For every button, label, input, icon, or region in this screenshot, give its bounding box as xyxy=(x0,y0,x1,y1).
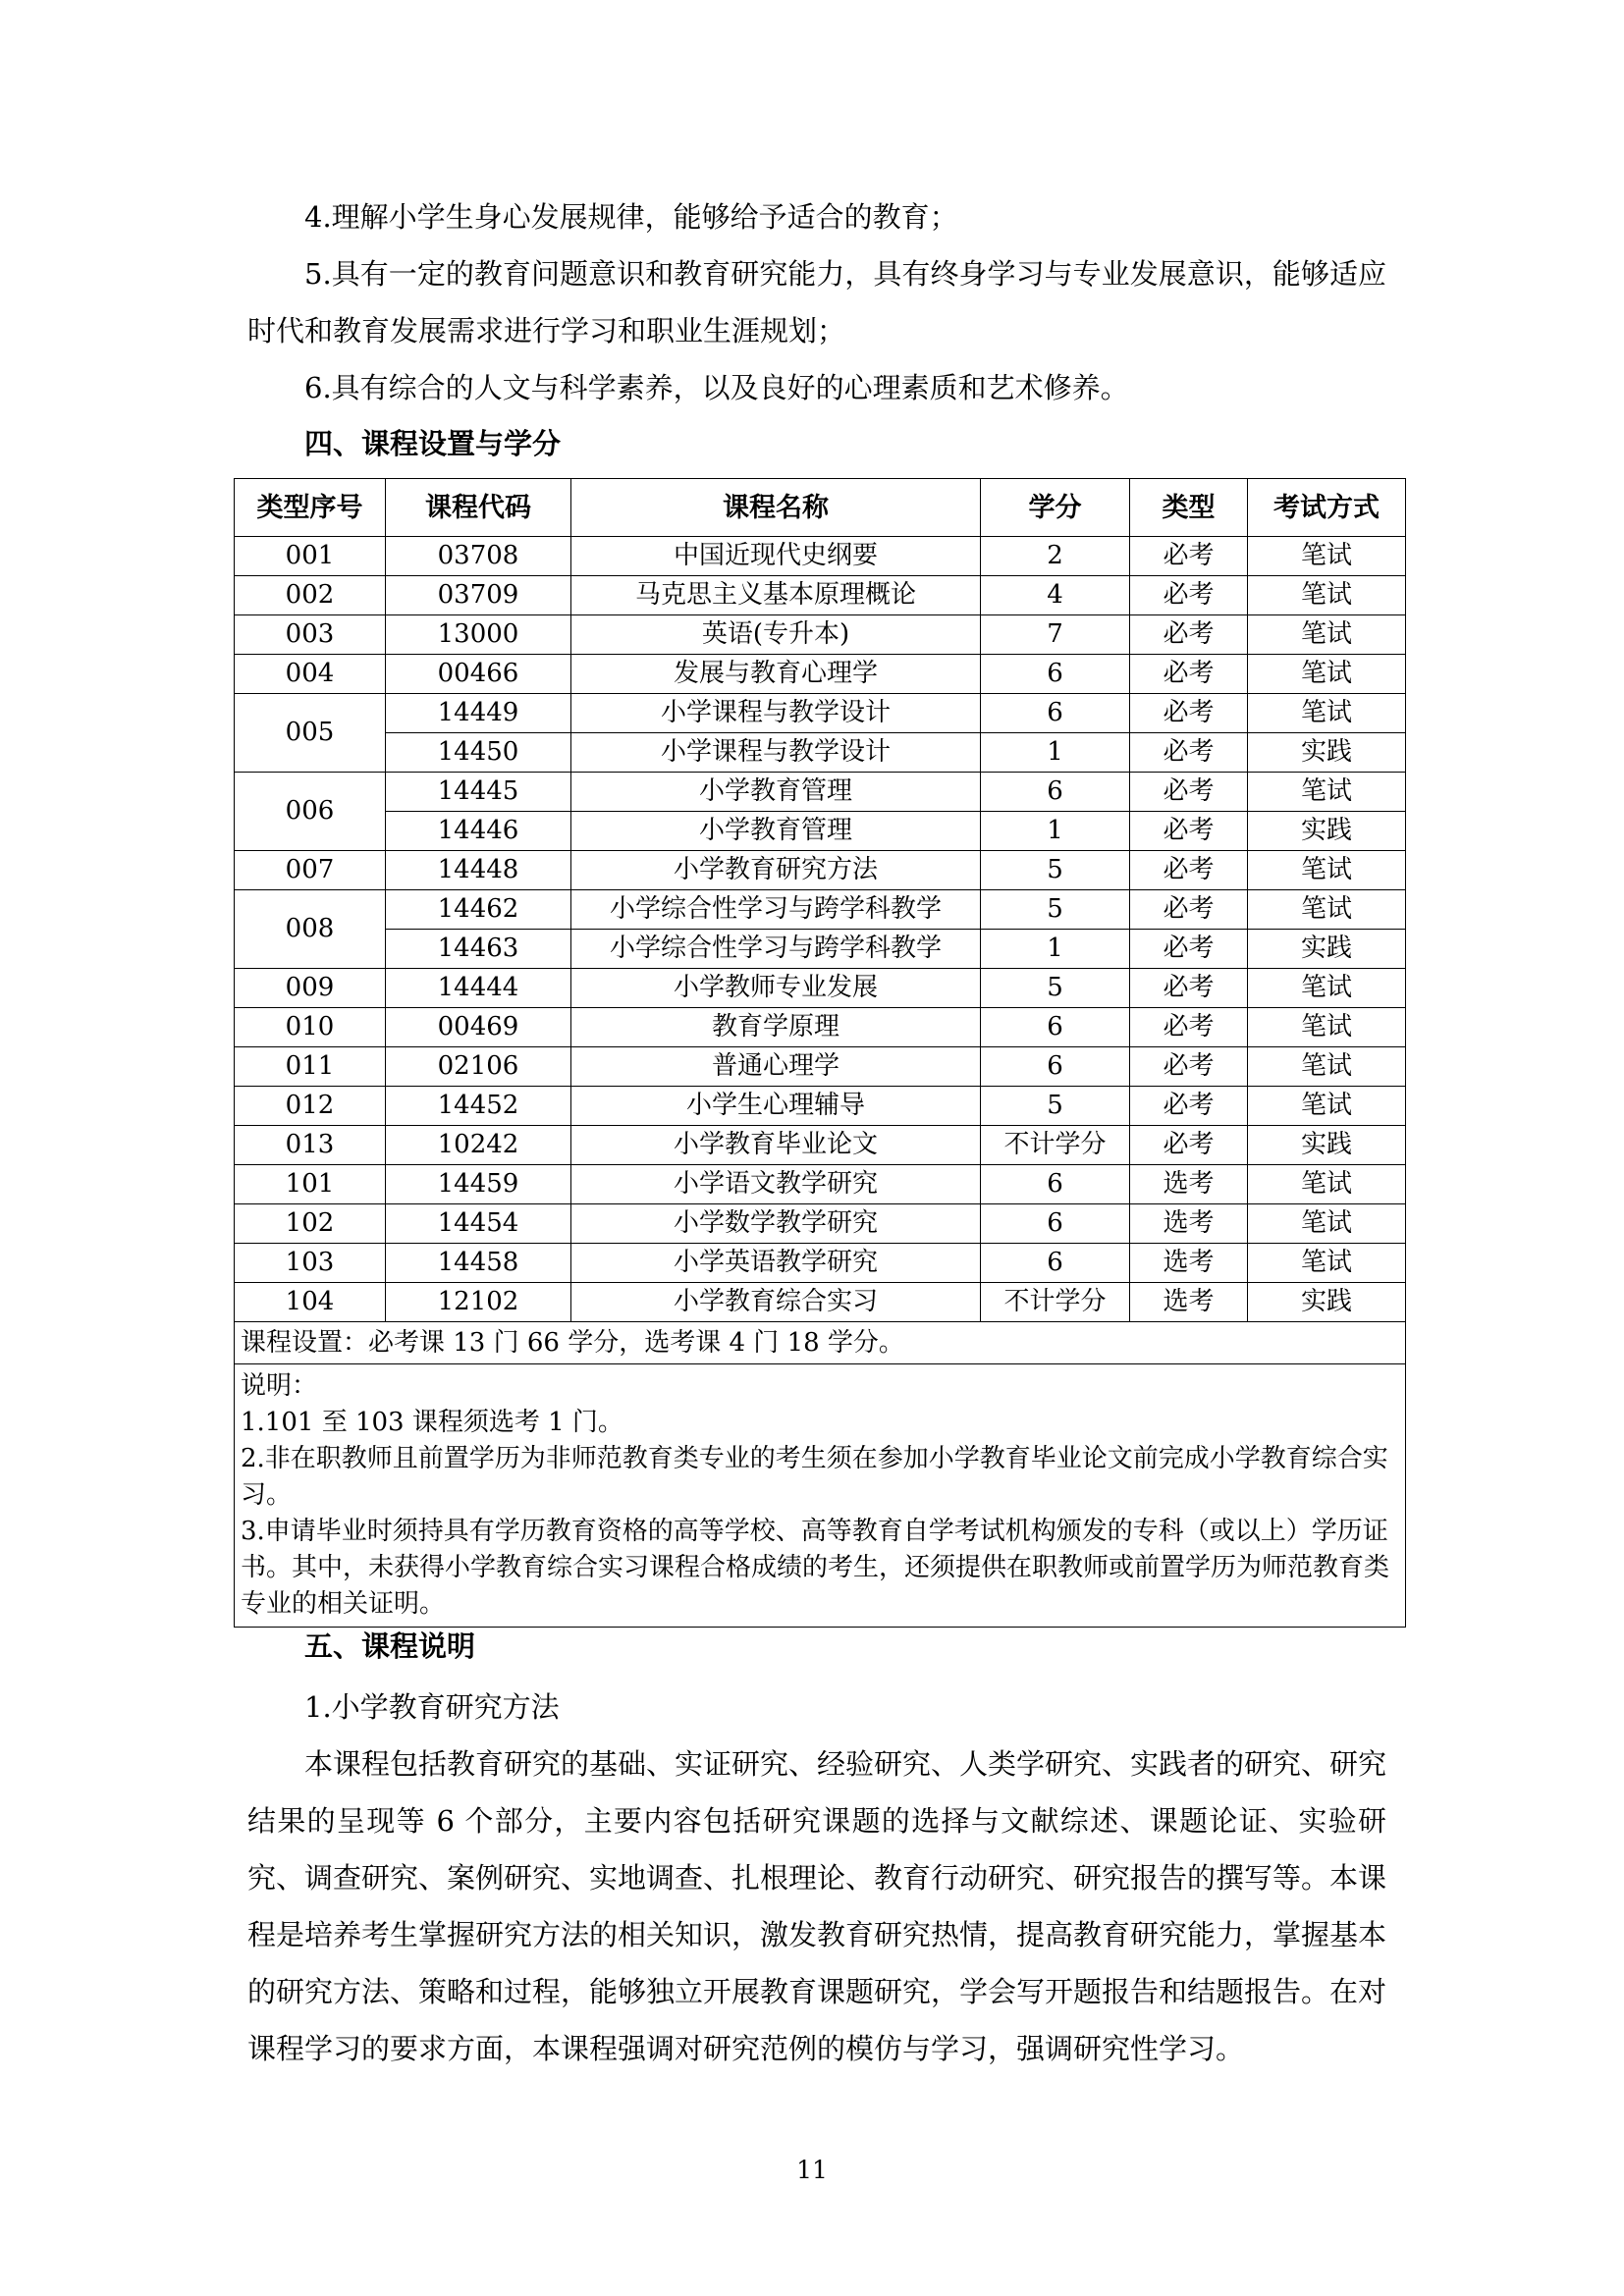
cell-credit: 2 xyxy=(981,537,1130,576)
cell-exam: 笔试 xyxy=(1248,1087,1406,1126)
table-row xyxy=(235,1126,1406,1165)
cell-seq: 004 xyxy=(235,655,386,694)
table-row xyxy=(235,969,1406,1008)
cell-type: 必考 xyxy=(1130,812,1248,851)
table-row xyxy=(235,1087,1406,1126)
cell-seq: 009 xyxy=(235,969,386,1008)
cell-type: 选考 xyxy=(1130,1204,1248,1244)
cell-seq: 005 xyxy=(235,694,386,773)
cell-exam: 实践 xyxy=(1248,930,1406,969)
cell-seq: 102 xyxy=(235,1204,386,1244)
table-row xyxy=(235,1244,1406,1283)
cell-seq: 002 xyxy=(235,576,386,615)
cell-credit: 6 xyxy=(981,773,1130,812)
cell-code: 14459 xyxy=(386,1165,571,1204)
cell-code: 14450 xyxy=(386,733,571,773)
cell-type: 选考 xyxy=(1130,1283,1248,1322)
cell-seq: 006 xyxy=(235,773,386,851)
notes-row xyxy=(235,1364,1406,1628)
cell-name: 马克思主义基本原理概论 xyxy=(571,576,981,615)
cell-name: 中国近现代史纲要 xyxy=(571,537,981,576)
cell-exam: 笔试 xyxy=(1248,890,1406,930)
cell-code: 14446 xyxy=(386,812,571,851)
cell-code: 14463 xyxy=(386,930,571,969)
cell-code: 10242 xyxy=(386,1126,571,1165)
cell-name: 小学综合性学习与跨学科教学 xyxy=(571,930,981,969)
cell-type: 必考 xyxy=(1130,773,1248,812)
cell-type: 必考 xyxy=(1130,969,1248,1008)
cell-type: 选考 xyxy=(1130,1244,1248,1283)
cell-credit: 1 xyxy=(981,812,1130,851)
cell-seq: 101 xyxy=(235,1165,386,1204)
cell-credit: 5 xyxy=(981,851,1130,890)
cell-exam: 笔试 xyxy=(1248,1047,1406,1087)
cell-type: 必考 xyxy=(1130,576,1248,615)
cell-type: 必考 xyxy=(1130,694,1248,733)
cell-credit: 6 xyxy=(981,1165,1130,1204)
header-name: 课程名称 xyxy=(571,479,981,537)
cell-name: 小学语文教学研究 xyxy=(571,1165,981,1204)
table-row xyxy=(235,576,1406,615)
cell-credit: 不计学分 xyxy=(981,1283,1130,1322)
cell-type: 必考 xyxy=(1130,890,1248,930)
cell-code: 14452 xyxy=(386,1087,571,1126)
cell-name: 小学教育研究方法 xyxy=(571,851,981,890)
cell-exam: 笔试 xyxy=(1248,851,1406,890)
cell-code: 14445 xyxy=(386,773,571,812)
cell-seq: 103 xyxy=(235,1244,386,1283)
table-row xyxy=(235,694,1406,733)
table-row xyxy=(235,537,1406,576)
cell-seq: 007 xyxy=(235,851,386,890)
header-type: 类型 xyxy=(1130,479,1248,537)
cell-code: 02106 xyxy=(386,1047,571,1087)
cell-exam: 实践 xyxy=(1248,1283,1406,1322)
table-row xyxy=(235,655,1406,694)
cell-name: 小学课程与教学设计 xyxy=(571,694,981,733)
table-row xyxy=(235,890,1406,930)
cell-code: 14444 xyxy=(386,969,571,1008)
cell-credit: 5 xyxy=(981,969,1130,1008)
cell-type: 必考 xyxy=(1130,733,1248,773)
intro-paragraph-4: 4.理解小学生身心发展规律，能够给予适合的教育； xyxy=(304,200,958,234)
course-title-research-methods: 1.小学教育研究方法 xyxy=(304,1690,560,1724)
course-summary: 课程设置：必考课 13 门 66 学分，选考课 4 门 18 学分。 xyxy=(235,1322,1406,1364)
table-row xyxy=(235,773,1406,812)
cell-code: 00466 xyxy=(386,655,571,694)
cell-credit: 不计学分 xyxy=(981,1126,1130,1165)
cell-credit: 6 xyxy=(981,694,1130,733)
cell-exam: 笔试 xyxy=(1248,1008,1406,1047)
cell-name: 小学教师专业发展 xyxy=(571,969,981,1008)
table-row xyxy=(235,1047,1406,1087)
cell-exam: 笔试 xyxy=(1248,1204,1406,1244)
cell-code: 13000 xyxy=(386,615,571,655)
cell-code: 14448 xyxy=(386,851,571,890)
cell-credit: 6 xyxy=(981,1008,1130,1047)
cell-name: 发展与教育心理学 xyxy=(571,655,981,694)
note-item: 2.非在职教师且前置学历为非师范教育类专业的考生须在参加小学教育毕业论文前完成小学教育综合实习。 xyxy=(241,1444,1388,1510)
cell-credit: 5 xyxy=(981,1087,1130,1126)
cell-type: 必考 xyxy=(1130,1008,1248,1047)
intro-paragraph-5: 5.具有一定的教育问题意识和教育研究能力，具有终身学习与专业发展意识，能够适应时代和教育发展需求进行学习和职业生涯规划； xyxy=(247,257,1386,347)
cell-exam: 笔试 xyxy=(1248,537,1406,576)
cell-exam: 笔试 xyxy=(1248,694,1406,733)
cell-type: 必考 xyxy=(1130,1126,1248,1165)
cell-credit: 6 xyxy=(981,655,1130,694)
cell-seq: 008 xyxy=(235,890,386,969)
header-credit: 学分 xyxy=(981,479,1130,537)
cell-exam: 笔试 xyxy=(1248,969,1406,1008)
cell-exam: 笔试 xyxy=(1248,576,1406,615)
cell-credit: 6 xyxy=(981,1244,1130,1283)
header-code: 课程代码 xyxy=(386,479,571,537)
cell-name: 小学生心理辅导 xyxy=(571,1087,981,1126)
cell-type: 必考 xyxy=(1130,615,1248,655)
cell-name: 英语(专升本) xyxy=(571,615,981,655)
notes-title: 说明： xyxy=(241,1371,318,1401)
cell-exam: 实践 xyxy=(1248,812,1406,851)
section-heading-course-settings: 四、课程设置与学分 xyxy=(304,427,562,460)
table-row xyxy=(235,615,1406,655)
table-header-row xyxy=(235,479,1406,537)
cell-type: 必考 xyxy=(1130,851,1248,890)
cell-credit: 1 xyxy=(981,733,1130,773)
page-number: 11 xyxy=(796,2156,828,2184)
table-row xyxy=(235,1008,1406,1047)
cell-type: 必考 xyxy=(1130,930,1248,969)
cell-code: 00469 xyxy=(386,1008,571,1047)
cell-name: 小学综合性学习与跨学科教学 xyxy=(571,890,981,930)
cell-seq: 003 xyxy=(235,615,386,655)
cell-exam: 实践 xyxy=(1248,1126,1406,1165)
table-row xyxy=(235,1204,1406,1244)
cell-name: 小学教育毕业论文 xyxy=(571,1126,981,1165)
cell-credit: 5 xyxy=(981,890,1130,930)
table-row xyxy=(235,1165,1406,1204)
cell-name: 教育学原理 xyxy=(571,1008,981,1047)
cell-exam: 笔试 xyxy=(1248,655,1406,694)
cell-name: 小学课程与教学设计 xyxy=(571,733,981,773)
cell-name: 小学教育综合实习 xyxy=(571,1283,981,1322)
cell-credit: 7 xyxy=(981,615,1130,655)
cell-credit: 1 xyxy=(981,930,1130,969)
cell-code: 14458 xyxy=(386,1244,571,1283)
cell-exam: 笔试 xyxy=(1248,773,1406,812)
cell-name: 普通心理学 xyxy=(571,1047,981,1087)
intro-paragraph-6: 6.具有综合的人文与科学素养，以及良好的心理素质和艺术修养。 xyxy=(304,371,1129,404)
cell-type: 选考 xyxy=(1130,1165,1248,1204)
cell-seq: 001 xyxy=(235,537,386,576)
table-row xyxy=(235,851,1406,890)
cell-name: 小学英语教学研究 xyxy=(571,1244,981,1283)
cell-type: 必考 xyxy=(1130,1087,1248,1126)
header-seq: 类型序号 xyxy=(235,479,386,537)
cell-code: 14449 xyxy=(386,694,571,733)
cell-name: 小学教育管理 xyxy=(571,773,981,812)
cell-exam: 笔试 xyxy=(1248,1165,1406,1204)
cell-code: 14454 xyxy=(386,1204,571,1244)
cell-seq: 010 xyxy=(235,1008,386,1047)
cell-code: 03708 xyxy=(386,537,571,576)
summary-row xyxy=(235,1322,1406,1364)
cell-name: 小学数学教学研究 xyxy=(571,1204,981,1244)
cell-code: 12102 xyxy=(386,1283,571,1322)
course-notes xyxy=(235,1364,1406,1628)
cell-exam: 实践 xyxy=(1248,733,1406,773)
table-row xyxy=(235,930,1406,969)
table-row xyxy=(235,733,1406,773)
cell-name: 小学教育管理 xyxy=(571,812,981,851)
course-body-research-methods: 本课程包括教育研究的基础、实证研究、经验研究、人类学研究、实践者的研究、研究结果的呈现等 6 个部分，主要内容包括研究课题的选择与文献综述、课题论证、实验研究、调查研究、案例研究、实地调查、扎根理论、教育行动研究、研究报告的撰写等。本课程是培养考生掌握研究方法的相关知识，激发教育研究热情，提高教育研究能力，掌握基本的研究方法、策略和过程，能够独立开展教育课题研究，学会写开题报告和结题报告。在对课程学习的要求方面，本课程强调对研究范例的模仿与学习，强调研究性学习。 xyxy=(247,1747,1387,2065)
cell-seq: 012 xyxy=(235,1087,386,1126)
cell-exam: 笔试 xyxy=(1248,1244,1406,1283)
course-table xyxy=(234,478,1406,1628)
note-item: 1.101 至 103 课程须选考 1 门。 xyxy=(241,1408,623,1437)
table-row xyxy=(235,812,1406,851)
cell-seq: 013 xyxy=(235,1126,386,1165)
cell-exam: 笔试 xyxy=(1248,615,1406,655)
cell-type: 必考 xyxy=(1130,1047,1248,1087)
cell-code: 03709 xyxy=(386,576,571,615)
cell-credit: 4 xyxy=(981,576,1130,615)
header-exam: 考试方式 xyxy=(1248,479,1406,537)
cell-type: 必考 xyxy=(1130,537,1248,576)
cell-credit: 6 xyxy=(981,1047,1130,1087)
cell-seq: 011 xyxy=(235,1047,386,1087)
cell-seq: 104 xyxy=(235,1283,386,1322)
table-row xyxy=(235,1283,1406,1322)
cell-type: 必考 xyxy=(1130,655,1248,694)
section-heading-course-description: 五、课程说明 xyxy=(304,1629,476,1663)
cell-code: 14462 xyxy=(386,890,571,930)
cell-credit: 6 xyxy=(981,1204,1130,1244)
note-item: 3.申请毕业时须持具有学历教育资格的高等学校、高等教育自学考试机构颁发的专科（或以上）学历证书。其中，未获得小学教育综合实习课程合格成绩的考生，还须提供在职教师或前置学历为师范教育类专业的相关证明。 xyxy=(241,1517,1390,1619)
